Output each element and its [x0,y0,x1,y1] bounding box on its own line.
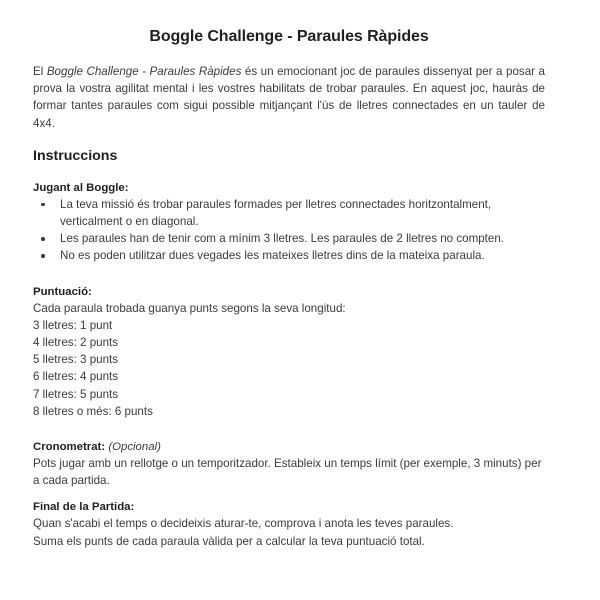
intro-lead: El [33,65,47,78]
list-item: Les paraules han de tenir com a mínim 3 lletres. Les paraules de 2 lletres no compten. [33,230,545,247]
ending-line-1: Quan s'acabi el temps o decideixis aturar-te, comprova i anota les teves paraules. [33,517,454,531]
list-item: La teva missió és trobar paraules formades per lletres connectades horitzontalment, verticalment o en diagonal. [33,196,545,230]
timing-subheading [33,441,545,453]
spacer [33,434,545,441]
playing-rules-list [33,196,545,265]
ending-block [33,515,545,549]
ending-line-2: Suma els punts de cada paraula vàlida per a calcular la teva puntuació total. [33,534,425,548]
page-title: Boggle Challenge - Paraules Ràpides [149,28,429,45]
intro-paragraph [33,63,545,132]
timing-heading-text: Cronometrat: [33,441,106,454]
scoring-row: 6 lletres: 4 punts [33,370,119,384]
playing-subheading: Jugant al Boggle: [33,181,129,194]
list-item: No es poden utilitzar dues vegades les mateixes lletres dins de la mateixa paraula. [33,247,545,264]
instructions-heading: Instruccions [33,147,118,164]
spacer [33,279,545,286]
spacer [33,489,545,501]
scoring-intro-line: Cada paraula trobada guanya punts segons la seva longitud: [33,301,346,315]
intro-rest: és un emocionant joc de paraules dissenyat per a posar a prova la vostra agilitat mental i les vostres habilitats de trobar paraules. En aquest joc, hauràs de formar tantes paraules com sigui possible mitjançant l'ús de lletres connectades en un tauler de 4x4. [33,65,545,130]
scoring-row: 8 lletres o més: 6 punts [33,404,153,418]
scoring-block [33,300,545,420]
ending-subheading: Final de la Partida: [33,501,135,514]
scoring-row: 7 lletres: 5 punts [33,387,119,401]
scoring-row: 4 lletres: 2 punts [33,336,119,350]
scoring-row: 5 lletres: 3 punts [33,353,119,367]
intro-emphasis: Boggle Challenge - Paraules Ràpides [46,65,242,78]
timing-optional-note: (Opcional) [108,441,161,454]
scoring-subheading: Puntuació: [33,285,92,298]
timing-body: Pots jugar amb un rellotge o un temporitzador. Estableix un temps límit (per exemple, 3 minuts) per a cada partida. [33,457,542,488]
scoring-row: 3 lletres: 1 punt [33,318,113,332]
